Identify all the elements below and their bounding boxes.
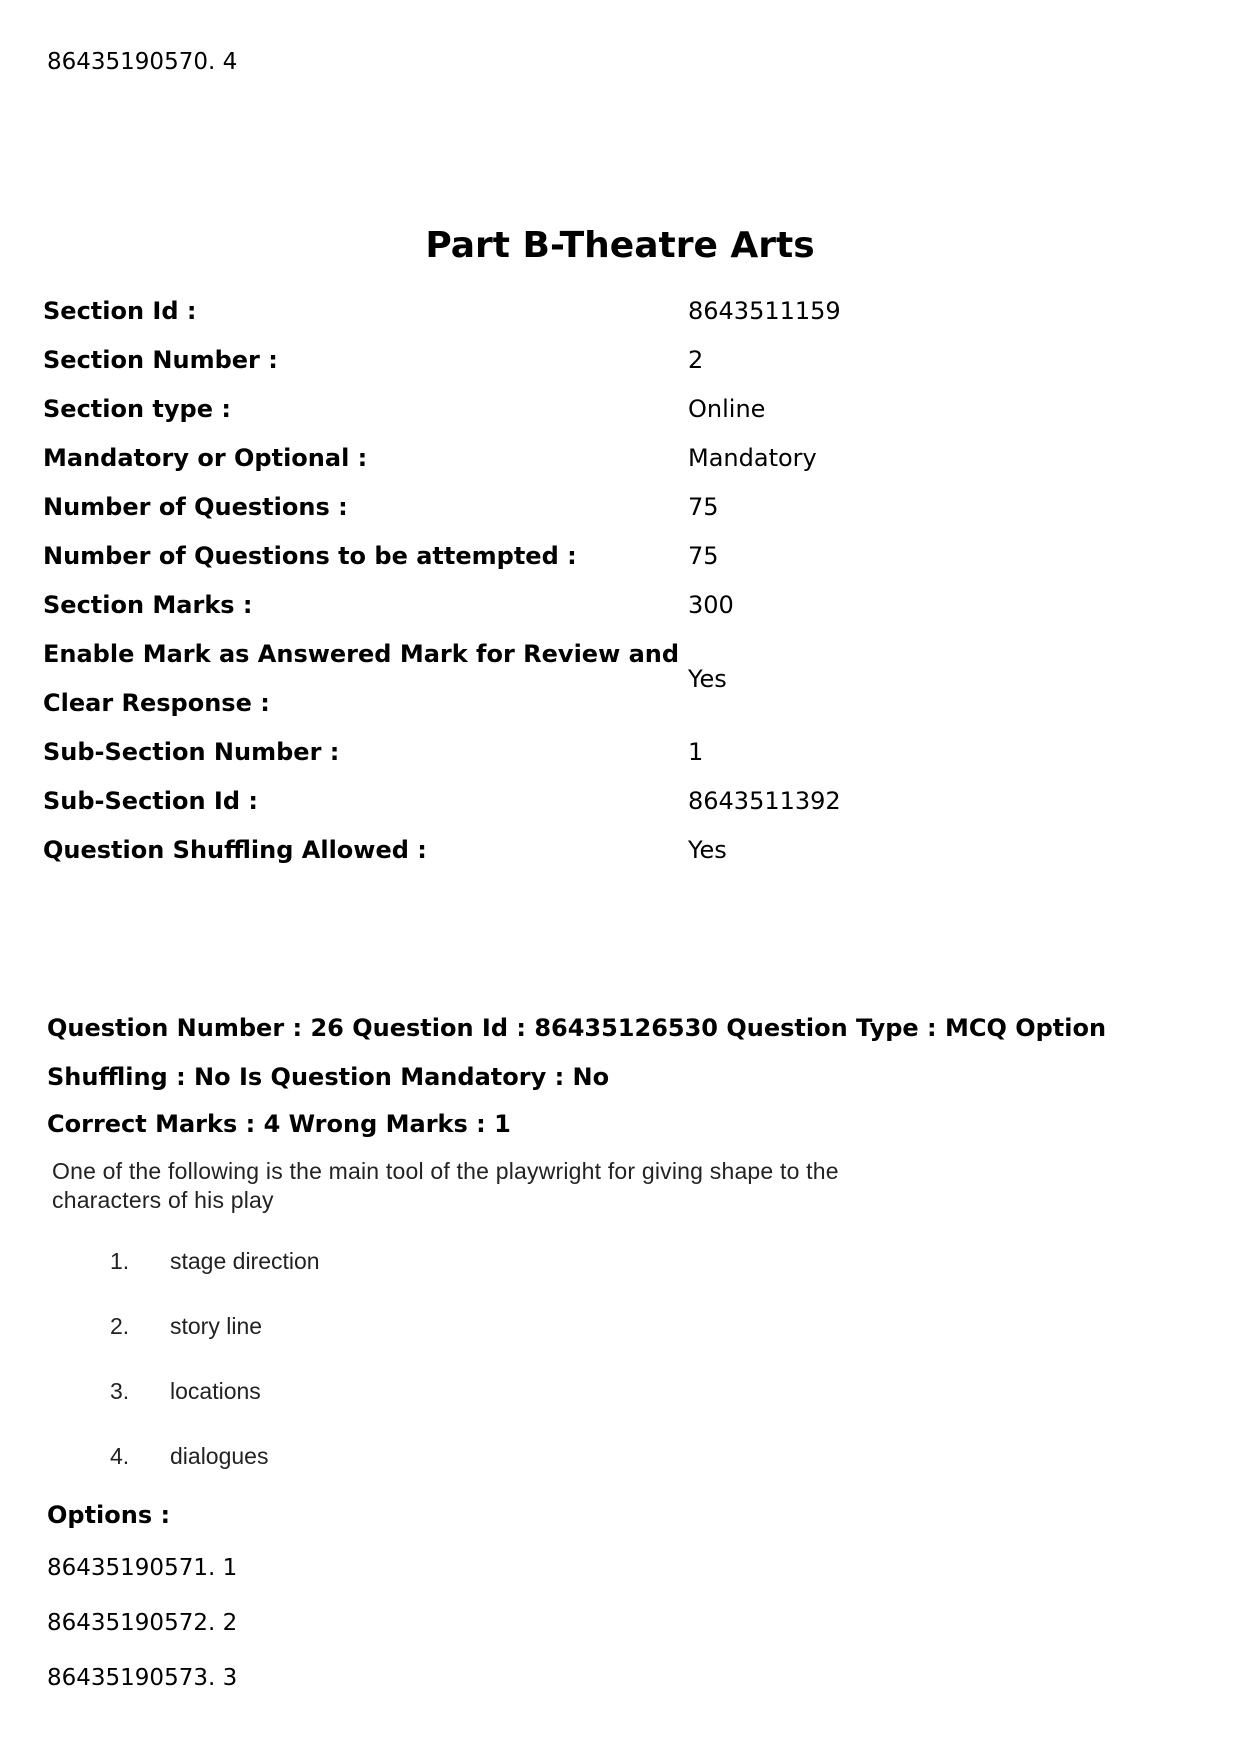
part-title: Part B-Theatre Arts: [425, 225, 815, 266]
info-row-enable-mark: [43, 630, 1193, 728]
info-row-section-marks: [43, 581, 1193, 630]
info-value: 300: [688, 591, 734, 619]
info-label: Sub-Section Number :: [43, 738, 340, 766]
info-label: Sub-Section Id :: [43, 787, 258, 815]
info-row-mandatory: [43, 434, 1193, 483]
choice-text: story line: [170, 1313, 263, 1339]
info-value: Online: [688, 395, 766, 423]
info-row-section-id: [43, 287, 1193, 336]
info-row-number-of-questions: [43, 483, 1193, 532]
info-value: Yes: [688, 836, 727, 864]
options-label: Options :: [47, 1501, 171, 1529]
question-choice: [110, 1313, 320, 1378]
question-choices: [110, 1248, 320, 1508]
info-row-questions-to-attempt: [43, 532, 1193, 581]
info-value: 1: [688, 738, 704, 766]
info-value: 8643511392: [688, 787, 841, 815]
section-info-table: [43, 287, 1193, 875]
info-label: Mandatory or Optional :: [43, 444, 368, 472]
info-value: 75: [688, 493, 719, 521]
option-id: 86435190572. 2: [47, 1610, 238, 1636]
info-label: Number of Questions to be attempted :: [43, 542, 577, 570]
option-id-list: [47, 1552, 237, 1717]
choice-text: dialogues: [170, 1443, 269, 1469]
info-value: 8643511159: [688, 297, 841, 325]
info-value: Mandatory: [688, 444, 817, 472]
question-marks: Correct Marks : 4 Wrong Marks : 1: [47, 1110, 511, 1138]
option-id: 86435190571. 1: [47, 1555, 238, 1581]
info-row-section-type: [43, 385, 1193, 434]
info-label: Section Id :: [43, 297, 197, 325]
choice-number: 1.: [110, 1248, 130, 1274]
info-row-sub-section-number: [43, 728, 1193, 777]
info-row-sub-section-id: [43, 777, 1193, 826]
question-header: Question Number : 26 Question Id : 86435126530 Question Type : MCQ Option Shuffling : No Is Question Mandatory : No: [47, 1014, 1107, 1091]
info-label: Enable Mark as Answered Mark for Review and Clear Response :: [43, 640, 680, 717]
choice-text: locations: [170, 1378, 261, 1404]
choice-number: 2.: [110, 1313, 130, 1339]
info-row-section-number: [43, 336, 1193, 385]
choice-number: 3.: [110, 1378, 130, 1404]
info-label: Section Marks :: [43, 591, 253, 619]
info-label: Number of Questions :: [43, 493, 348, 521]
info-value: Yes: [688, 664, 727, 693]
info-label: Question Shuffling Allowed :: [43, 836, 427, 864]
question-text: One of the following is the main tool of the playwright for giving shape to the characters of his play: [52, 1158, 839, 1213]
info-value: 75: [688, 542, 719, 570]
option-id: 86435190573. 3: [47, 1665, 238, 1691]
info-label: Section type :: [43, 395, 231, 423]
info-label: Section Number :: [43, 346, 278, 374]
question-choice: [110, 1248, 320, 1313]
info-value: 2: [688, 346, 704, 374]
question-choice: [110, 1378, 320, 1443]
previous-option-id: 86435190570. 4: [47, 49, 238, 75]
info-row-question-shuffling: [43, 826, 1193, 875]
choice-text: stage direction: [170, 1248, 320, 1274]
choice-number: 4.: [110, 1443, 130, 1469]
